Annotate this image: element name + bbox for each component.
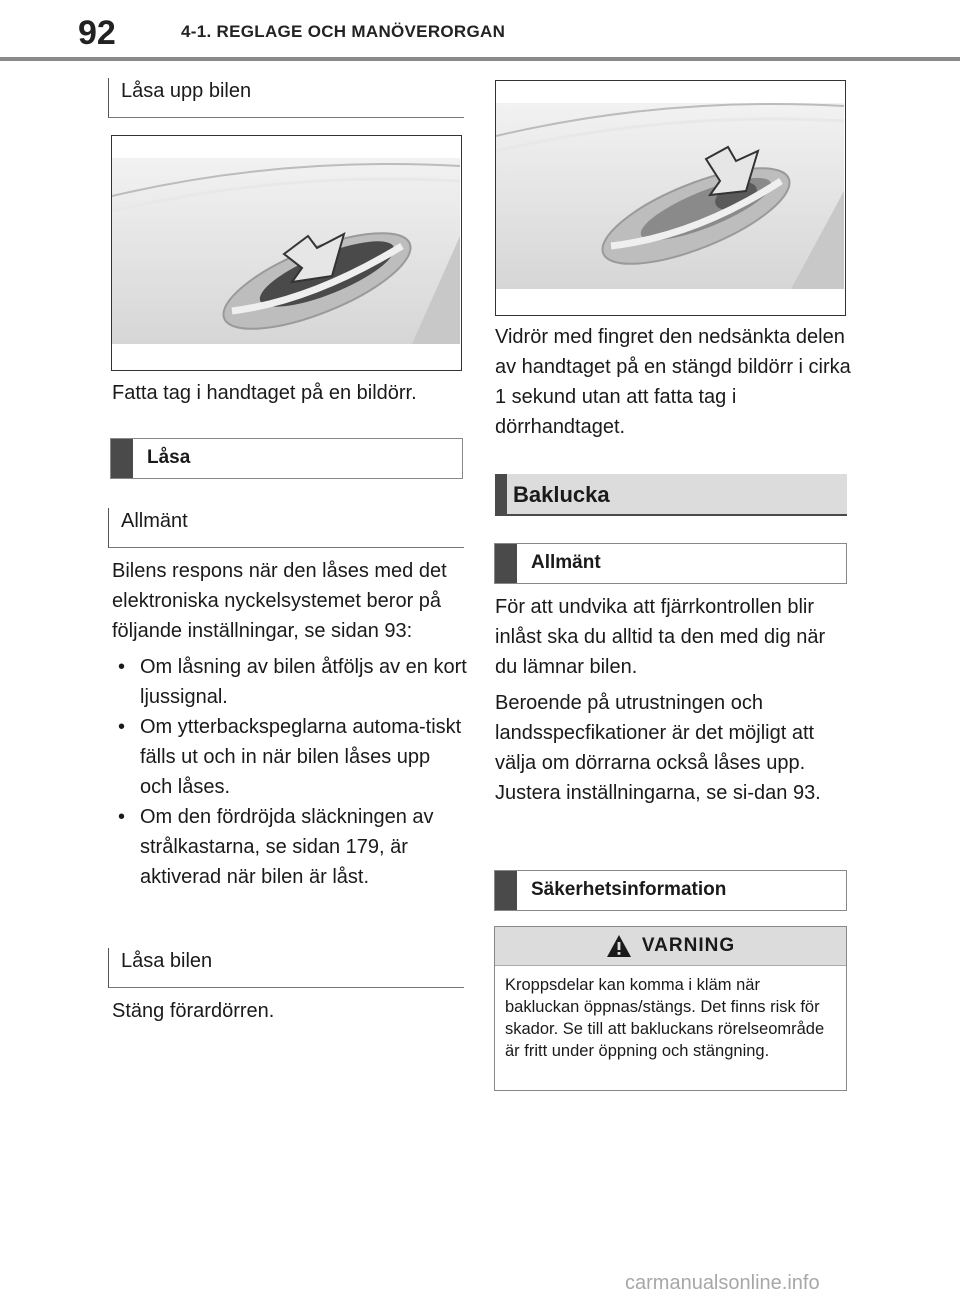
- warning-title-bar: [495, 927, 846, 966]
- general-heading: Allmänt: [108, 508, 464, 548]
- lock-box-heading: [110, 438, 463, 479]
- tailgate-section-label: Baklucka: [513, 482, 610, 507]
- touch-text: Vidrör med fingret den nedsänkta delen av handtaget på en stängd bildörr i cirka 1 sekund utan att fatta tag i dörrhandtaget.: [495, 326, 851, 438]
- box-bar: [111, 439, 133, 478]
- warning-title: VARNING: [641, 935, 736, 956]
- section-bar: [495, 474, 507, 514]
- list-item: • Om låsning av bilen åtföljs av en kort ljussignal.: [112, 652, 467, 712]
- general-text: Bilens respons när den låses med det elektroniska nyckelsystemet beror på följande inställningar, se sidan 93:: [112, 560, 447, 642]
- door-handle-grip-figure: [111, 135, 462, 371]
- general-box-heading: [494, 543, 847, 584]
- warning-box: [494, 926, 847, 1091]
- chapter-title: 4-1. REGLAGE OCH MANÖVERORGAN: [181, 22, 506, 41]
- door-handle-grip-illustration: [112, 136, 460, 369]
- tailgate-para-1: För att undvika att fjärrkontrollen blir inlåst ska du alltid ta den med dig när du lämnar bilen.: [495, 596, 826, 678]
- tailgate-body: [495, 592, 850, 814]
- door-handle-touch-illustration: [496, 81, 844, 314]
- page-number: 92: [78, 14, 116, 52]
- lock-car-text: Stäng förardörren.: [112, 1000, 275, 1022]
- general-box-label: Allmänt: [531, 552, 601, 573]
- lock-box-label: Låsa: [147, 447, 191, 468]
- list-item: • Om den fördröjda släckningen av strålkastarna, se sidan 179, är aktiverad när bilen är låst.: [112, 802, 467, 892]
- unlock-heading: Låsa upp bilen: [108, 78, 464, 118]
- warning-triangle-icon: [606, 934, 632, 958]
- watermark: carmanualsonline.info: [625, 1272, 820, 1294]
- box-bar: [495, 871, 517, 910]
- safety-box-heading: [494, 870, 847, 911]
- header-rule: [0, 57, 960, 61]
- safety-box-label: Säkerhetsinformation: [531, 879, 727, 900]
- door-handle-touch-figure: [495, 80, 846, 316]
- settings-list: [112, 652, 467, 892]
- tailgate-para-2: Beroende på utrustningen och landsspecfikationer är det möjligt att välja om dörrarna också låses upp. Justera inställningarna, se si-dan 93.: [495, 692, 821, 804]
- box-bar: [495, 544, 517, 583]
- warning-text: Kroppsdelar kan komma i kläm när bakluckan öppnas/stängs. Det finns risk för skador. Se till att bakluckans rörelseområde är fritt under öppning och stängning.: [505, 976, 825, 1060]
- list-item: • Om ytterbackspeglarna automa-tiskt fälls ut och in när bilen låses upp och låses.: [112, 712, 467, 802]
- general-body: [112, 556, 467, 892]
- unlock-text: Fatta tag i handtaget på en bildörr.: [112, 382, 417, 404]
- lock-car-heading: Låsa bilen: [108, 948, 464, 988]
- tailgate-section-heading: [495, 474, 847, 516]
